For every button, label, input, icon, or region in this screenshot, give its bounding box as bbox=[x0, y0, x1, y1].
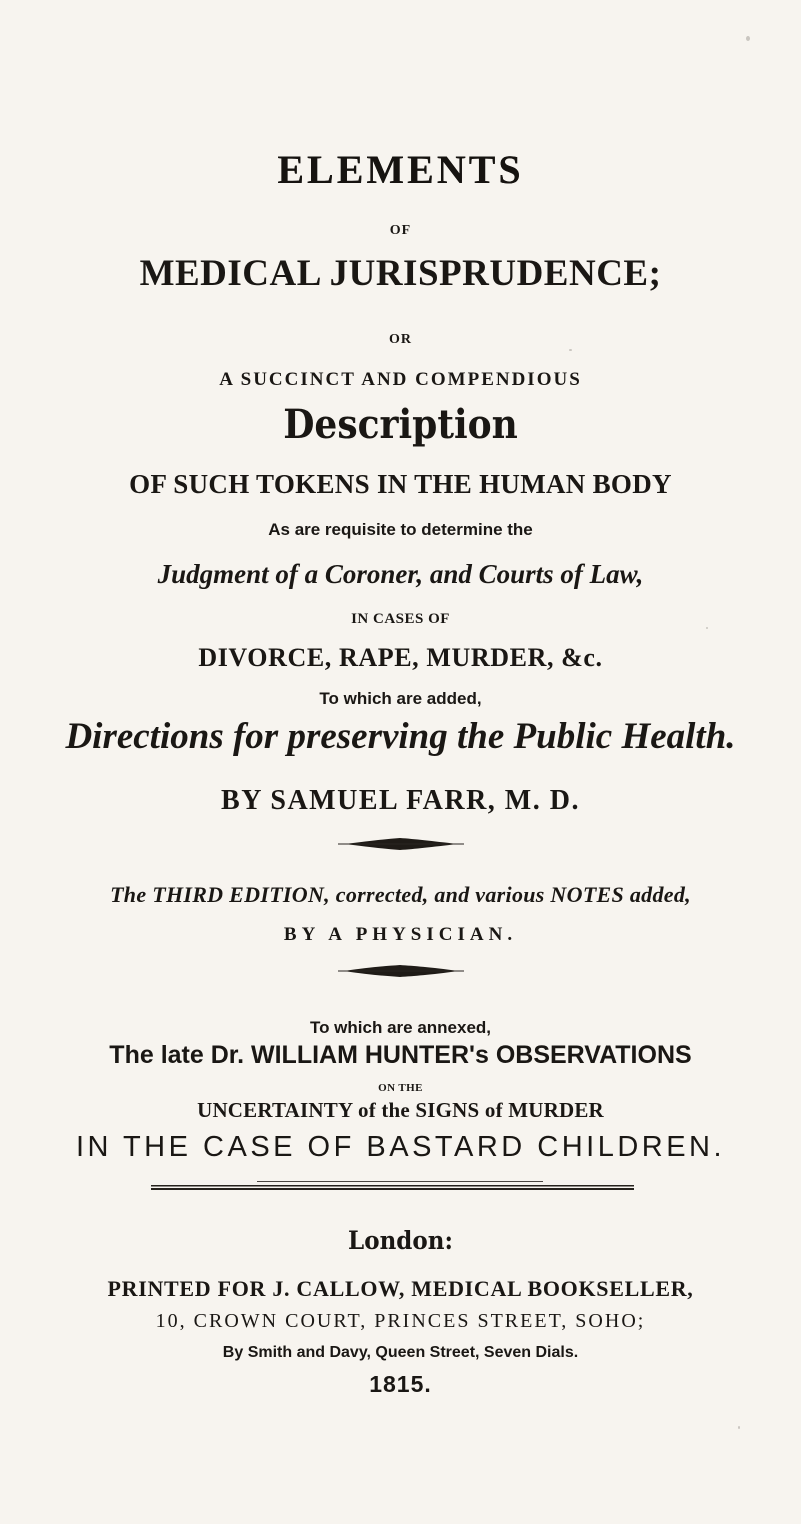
description-heading: Description bbox=[283, 401, 518, 448]
book-title: ELEMENTS bbox=[277, 147, 524, 192]
requisite-line: As are requisite to determine the bbox=[268, 520, 533, 539]
paper-speck bbox=[569, 349, 572, 351]
cases-of-line: IN CASES OF bbox=[351, 611, 450, 627]
added-line: To which are added, bbox=[319, 689, 482, 708]
edition-line: The THIRD EDITION, corrected, and various NOTES added, bbox=[110, 882, 691, 907]
ornament-rule-2 bbox=[0, 965, 801, 977]
upper-rule bbox=[257, 1181, 543, 1182]
on-the-line: ON THE bbox=[378, 1082, 423, 1094]
judgment-line: Judgment of a Coroner, and Courts of Law, bbox=[157, 559, 644, 589]
title-or: OR bbox=[389, 332, 412, 347]
printers-note: By Smith and Davy, Queen Street, Seven Dials. bbox=[222, 1344, 579, 1361]
subject-title: MEDICAL JURISPRUDENCE; bbox=[139, 253, 662, 294]
title-of: OF bbox=[389, 223, 412, 238]
hunter-observations: The late Dr. WILLIAM HUNTER's OBSERVATIONS bbox=[109, 1041, 692, 1069]
paper-speck bbox=[746, 36, 750, 41]
paper-speck bbox=[738, 1426, 740, 1429]
imprint-city: London: bbox=[348, 1226, 453, 1255]
ornament-rule-1 bbox=[0, 838, 801, 850]
double-rule bbox=[151, 1185, 634, 1190]
annexed-line: To which are annexed, bbox=[309, 1018, 492, 1037]
bastard-children-line: IN THE CASE OF BASTARD CHILDREN. bbox=[75, 1131, 726, 1163]
uncertainty-line: UNCERTAINTY of the SIGNS of MURDER bbox=[197, 1098, 604, 1122]
printer-line: PRINTED FOR J. CALLOW, MEDICAL BOOKSELLER, bbox=[107, 1276, 694, 1301]
subtitle-lead: A SUCCINCT AND COMPENDIOUS bbox=[219, 369, 582, 390]
publication-year: 1815. bbox=[369, 1371, 432, 1397]
author-line: BY SAMUEL FARR, M. D. bbox=[221, 785, 580, 816]
tokens-line: OF SUCH TOKENS IN THE HUMAN BODY bbox=[129, 469, 672, 499]
address-line: 10, CROWN COURT, PRINCES STREET, SOHO; bbox=[155, 1310, 646, 1332]
paper-speck bbox=[706, 627, 708, 629]
crimes-line: DIVORCE, RAPE, MURDER, &c. bbox=[198, 643, 603, 672]
directions-line: Directions for preserving the Public Health. bbox=[65, 716, 736, 757]
physician-line: BY A PHYSICIAN. bbox=[283, 924, 518, 945]
